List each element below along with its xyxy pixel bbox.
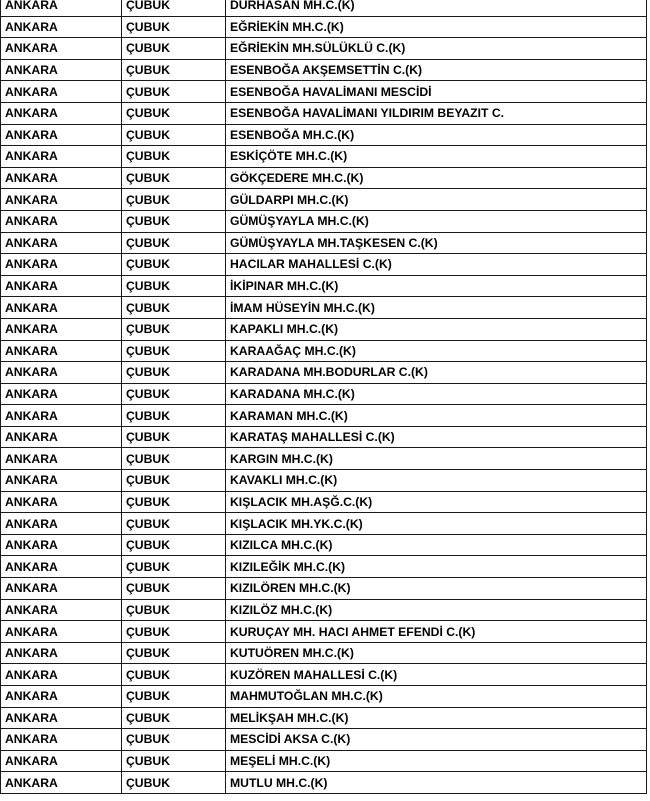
table-row [1,578,647,600]
table-row [1,146,647,168]
city-cell: ANKARA [1,729,122,751]
table-row [1,81,647,103]
district-cell: ÇUBUK [122,318,226,340]
district-cell: ÇUBUK [122,38,226,60]
district-cell: ÇUBUK [122,275,226,297]
district-cell: ÇUBUK [122,448,226,470]
city-cell: ANKARA [1,38,122,60]
city-cell: ANKARA [1,642,122,664]
table-row [1,513,647,535]
mosque-name-cell: EĞRİEKİN MH.C.(K) [226,16,647,38]
mosque-name-cell: KARADANA MH.C.(K) [226,383,647,405]
mosque-name-cell: MAHMUTOĞLAN MH.C.(K) [226,686,647,708]
mosque-name-cell: KARGIN MH.C.(K) [226,448,647,470]
mosque-name-cell: KIZILCA MH.C.(K) [226,534,647,556]
city-cell: ANKARA [1,0,122,16]
table-row [1,426,647,448]
district-cell: ÇUBUK [122,707,226,729]
table-row [1,59,647,81]
district-cell: ÇUBUK [122,81,226,103]
mosque-name-cell: GÜLDARPI MH.C.(K) [226,189,647,211]
city-cell: ANKARA [1,599,122,621]
district-cell: ÇUBUK [122,124,226,146]
mosque-name-cell: KIŞLACIK MH.AŞĞ.C.(K) [226,491,647,513]
city-cell: ANKARA [1,102,122,124]
city-cell: ANKARA [1,167,122,189]
district-cell: ÇUBUK [122,383,226,405]
table-row [1,275,647,297]
mosque-name-cell: KIZILÖREN MH.C.(K) [226,578,647,600]
mosque-name-cell: ESENBOĞA HAVALİMANI MESCİDİ [226,81,647,103]
city-cell: ANKARA [1,448,122,470]
district-cell: ÇUBUK [122,729,226,751]
table-row [1,38,647,60]
mosque-name-cell: KIZILÖZ MH.C.(K) [226,599,647,621]
mosque-name-cell: GÜMÜŞYAYLA MH.TAŞKESEN C.(K) [226,232,647,254]
mosque-name-cell: DURHASAN MH.C.(K) [226,0,647,16]
table-row [1,750,647,772]
district-cell: ÇUBUK [122,405,226,427]
district-cell: ÇUBUK [122,297,226,319]
city-cell: ANKARA [1,189,122,211]
table-row [1,470,647,492]
table-row [1,362,647,384]
mosque-name-cell: KIZILEĞİK MH.C.(K) [226,556,647,578]
district-cell: ÇUBUK [122,470,226,492]
table-row [1,102,647,124]
city-cell: ANKARA [1,254,122,276]
city-cell: ANKARA [1,491,122,513]
table-row [1,448,647,470]
mosque-name-cell: HACILAR MAHALLESİ C.(K) [226,254,647,276]
mosque-name-cell: MELİKŞAH MH.C.(K) [226,707,647,729]
city-cell: ANKARA [1,686,122,708]
table-row [1,729,647,751]
table-row [1,772,647,794]
city-cell: ANKARA [1,578,122,600]
city-cell: ANKARA [1,81,122,103]
mosque-name-cell: KURUÇAY MH. HACI AHMET EFENDİ C.(K) [226,621,647,643]
city-cell: ANKARA [1,383,122,405]
table-row [1,664,647,686]
city-cell: ANKARA [1,232,122,254]
city-cell: ANKARA [1,318,122,340]
district-cell: ÇUBUK [122,491,226,513]
table-row [1,707,647,729]
table-row [1,599,647,621]
mosque-name-cell: GÜMÜŞYAYLA MH.C.(K) [226,210,647,232]
city-cell: ANKARA [1,621,122,643]
table-row [1,124,647,146]
district-cell: ÇUBUK [122,750,226,772]
city-cell: ANKARA [1,470,122,492]
district-cell: ÇUBUK [122,362,226,384]
district-cell: ÇUBUK [122,513,226,535]
city-cell: ANKARA [1,513,122,535]
mosque-name-cell: KIŞLACIK MH.YK.C.(K) [226,513,647,535]
district-cell: ÇUBUK [122,16,226,38]
mosque-name-cell: ESENBOĞA HAVALİMANI YILDIRIM BEYAZIT C. [226,102,647,124]
table-row [1,254,647,276]
city-cell: ANKARA [1,297,122,319]
mosque-name-cell: İKİPINAR MH.C.(K) [226,275,647,297]
city-cell: ANKARA [1,750,122,772]
city-cell: ANKARA [1,772,122,794]
district-cell: ÇUBUK [122,254,226,276]
table-row [1,189,647,211]
table-row [1,210,647,232]
mosque-name-cell: KAPAKLI MH.C.(K) [226,318,647,340]
table-row [1,491,647,513]
mosque-name-cell: KARAAĞAÇ MH.C.(K) [226,340,647,362]
table-row [1,16,647,38]
district-cell: ÇUBUK [122,534,226,556]
district-cell: ÇUBUK [122,621,226,643]
district-cell: ÇUBUK [122,556,226,578]
table-row [1,621,647,643]
mosque-name-cell: ESKİÇÖTE MH.C.(K) [226,146,647,168]
district-cell: ÇUBUK [122,167,226,189]
district-cell: ÇUBUK [122,426,226,448]
mosque-name-cell: EĞRİEKİN MH.SÜLÜKLÜ C.(K) [226,38,647,60]
city-cell: ANKARA [1,534,122,556]
table-body [1,0,647,793]
mosque-name-cell: KUZÖREN MAHALLESİ C.(K) [226,664,647,686]
district-cell: ÇUBUK [122,599,226,621]
district-cell: ÇUBUK [122,578,226,600]
city-cell: ANKARA [1,556,122,578]
district-cell: ÇUBUK [122,340,226,362]
city-cell: ANKARA [1,146,122,168]
city-cell: ANKARA [1,362,122,384]
city-cell: ANKARA [1,707,122,729]
mosque-name-cell: KUTUÖREN MH.C.(K) [226,642,647,664]
district-cell: ÇUBUK [122,772,226,794]
city-cell: ANKARA [1,16,122,38]
district-cell: ÇUBUK [122,210,226,232]
mosque-name-cell: MESCİDİ AKSA C.(K) [226,729,647,751]
mosque-name-cell: KARATAŞ MAHALLESİ C.(K) [226,426,647,448]
mosque-name-cell: KAVAKLI MH.C.(K) [226,470,647,492]
city-cell: ANKARA [1,124,122,146]
table-row [1,383,647,405]
mosque-name-cell: MUTLU MH.C.(K) [226,772,647,794]
mosque-name-cell: ESENBOĞA AKŞEMSETTİN C.(K) [226,59,647,81]
district-cell: ÇUBUK [122,642,226,664]
table-row [1,686,647,708]
mosque-name-cell: İMAM HÜSEYİN MH.C.(K) [226,297,647,319]
city-cell: ANKARA [1,426,122,448]
city-cell: ANKARA [1,405,122,427]
district-cell: ÇUBUK [122,232,226,254]
table-row [1,232,647,254]
district-cell: ÇUBUK [122,146,226,168]
city-cell: ANKARA [1,664,122,686]
city-cell: ANKARA [1,59,122,81]
city-cell: ANKARA [1,210,122,232]
table-row [1,167,647,189]
table-row [1,642,647,664]
mosque-name-cell: ESENBOĞA MH.C.(K) [226,124,647,146]
table-row [1,405,647,427]
table-row [1,0,647,16]
table-row [1,340,647,362]
mosque-name-cell: KARADANA MH.BODURLAR C.(K) [226,362,647,384]
city-cell: ANKARA [1,340,122,362]
district-cell: ÇUBUK [122,102,226,124]
table-row [1,556,647,578]
table-row [1,534,647,556]
district-cell: ÇUBUK [122,664,226,686]
mosque-name-cell: GÖKÇEDERE MH.C.(K) [226,167,647,189]
city-cell: ANKARA [1,275,122,297]
table-row [1,297,647,319]
district-cell: ÇUBUK [122,686,226,708]
mosque-name-cell: KARAMAN MH.C.(K) [226,405,647,427]
table-row [1,318,647,340]
mosque-name-cell: MEŞELİ MH.C.(K) [226,750,647,772]
district-cell: ÇUBUK [122,0,226,16]
district-cell: ÇUBUK [122,189,226,211]
district-cell: ÇUBUK [122,59,226,81]
